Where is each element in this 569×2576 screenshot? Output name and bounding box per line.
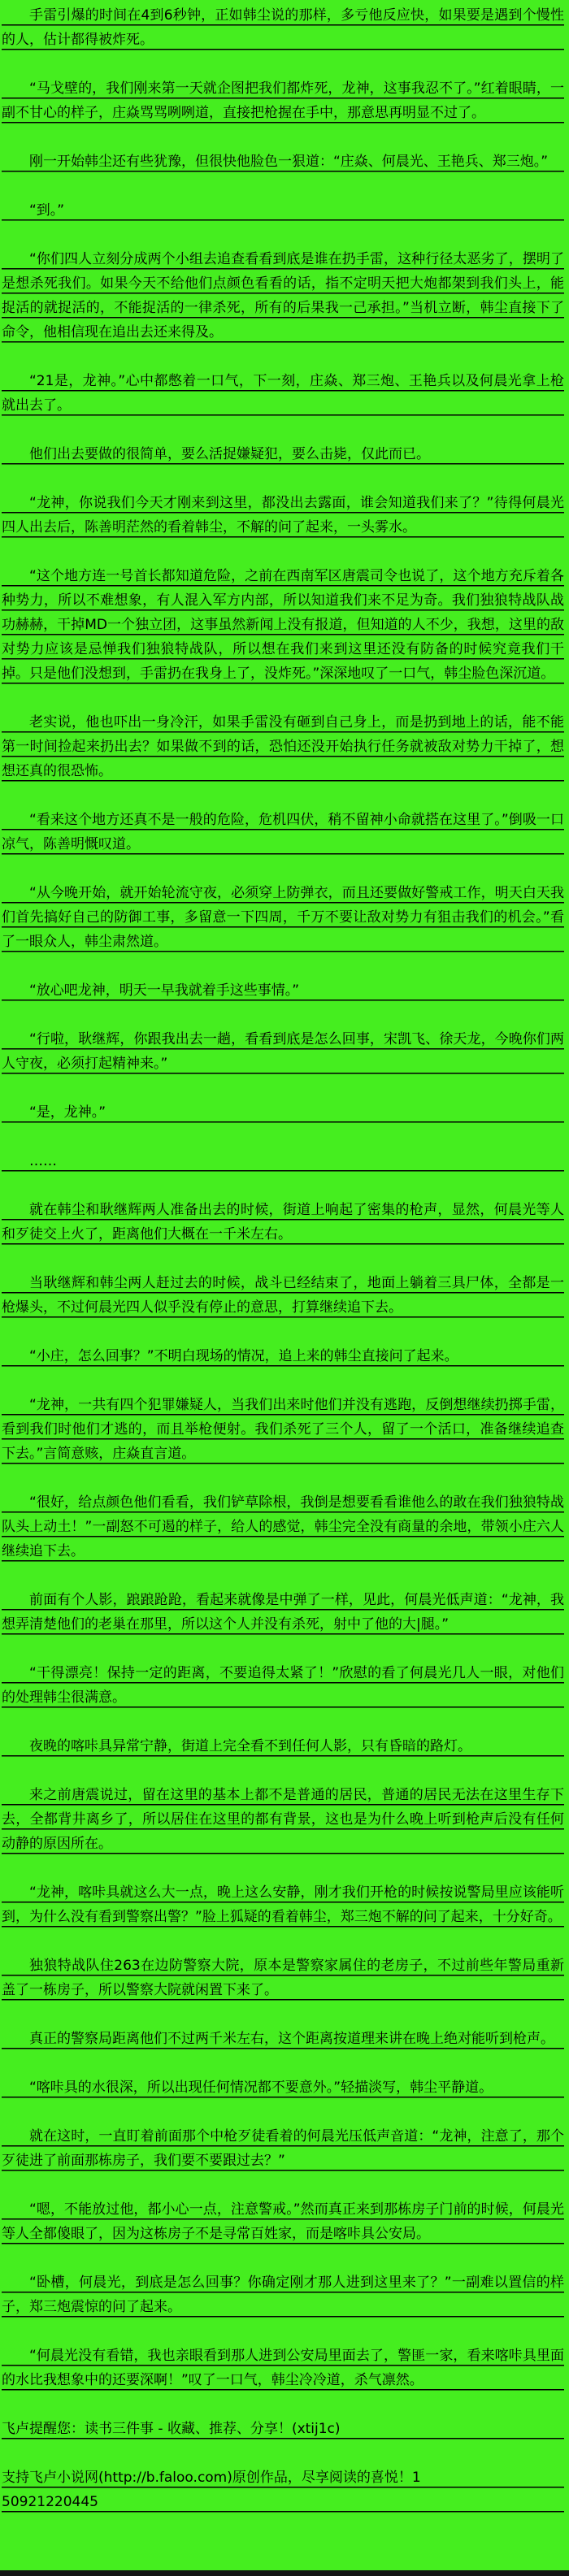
chapter-paragraph: “龙神，喀咔具就这么大一点，晚上这么安静，刚才我们开枪的时候按说警局里应该能听到，为什么没有看到警察出警？”脸上狐疑的看着韩尘，郑三炮不解的问了起来，十分好奇。 (2, 1880, 564, 1929)
faloo-support-text (2, 2465, 564, 2514)
chapter-paragraph: “何晨光没有看错，我也亲眼看到那人进到公安局里面去了，警匪一家，看来喀咔具里面的水比我想象中的还要深啊！”叹了一口气，韩尘冷冷道，杀气凛然。 (2, 2344, 564, 2392)
chapter-paragraph: 就在这时，一直盯着前面那个中枪歹徒看着的何晨光压低声音道：“龙神，注意了，那个歹徒进了前面那栋房子，我们要不要跟过去？” (2, 2124, 564, 2173)
chapter-paragraph: “喀咔具的水很深，所以出现任何情况都不要意外。”轻描淡写，韩尘平静道。 (2, 2075, 564, 2100)
chapter-paragraph: “嗯，不能放过他，都小心一点，注意警戒。”然而真正来到那栋房子门前的时候，何晨光等人全都傻眼了，因为这栋房子不是寻常百姓家，而是喀咔具公安局。 (2, 2197, 564, 2246)
faloo-support-line-2: 50921220445 (2, 2494, 98, 2510)
chapter-paragraph: “从今晚开始，就开始轮流守夜，必须穿上防弹衣，而且还要做好警戒工作，明天白天我们首先搞好自己的防御工事，多留意一下四周，千万不要让敌对势力有狙击我们的机会。”看了一眼众人，韩尘肃然道。 (2, 881, 564, 954)
chapter-paragraph: 独狼特战队住263在边防警察大院，原本是警察家属住的老房子，不过前些年警局重新盖了一栋房子，所以警察大院就闲置下来了。 (2, 1954, 564, 2002)
chapter-paragraph: “这个地方连一号首长都知道危险，之前在西南军区唐震司令也说了，这个地方充斥着各种势力，所以不难想象，有人混入军方内部，所以知道我们来不足为奇。我们独狼特战队战功赫赫，干掉MD一个独立团，这事虽然新闻上没有报道，但知道的人不少，我想，这里的敌对势力应该是忌惮我们独狼特战队，所以想在我们来到这里还没有防备的时候究竟我们干掉。只是他们没想到，手雷扔在我身上了，没炸死。”深深地叹了一口气，韩尘脸色深沉道。 (2, 564, 564, 686)
chapter-paragraph: “龙神，一共有四个犯罪嫌疑人，当我们出来时他们并没有逃跑，反倒想继续扔掷手雷，看到我们时他们才逃的，而且举枪便射。我们杀死了三个人，留了一个活口，准备继续追查下去。”言简意赅，庄焱直言道。 (2, 1393, 564, 1466)
chapter-paragraph: “马戈壁的，我们刚来第一天就企图把我们都炸死，龙神，这事我忍不了。”红着眼睛，一副不甘心的样子，庄焱骂骂咧咧道，直接把枪握在手中，那意思再明显不过了。 (2, 76, 564, 125)
faloo-reminder-text: 飞卢提醒您：读书三件事 - 收藏、推荐、分享！(xtij1c) (2, 2417, 564, 2441)
chapter-text (2, 3, 564, 2392)
chapter-paragraph: “龙神，你说我们今天才刚来到这里，都没出去露面，谁会知道我们来了？”待得何晨光四人出去后，陈善明茫然的看着韩尘，不解的问了起来，一头雾水。 (2, 491, 564, 540)
page-footer (2, 2417, 564, 2514)
chapter-paragraph: “卧槽，何晨光，到底是怎么回事？你确定刚才那人进到这里来了？”一副难以置信的样子，郑三炮震惊的问了起来。 (2, 2270, 564, 2319)
chapter-paragraph: 老实说，他也吓出一身冷汗，如果手雷没有砸到自己身上，而是扔到地上的话，能不能第一时间捡起来扔出去？如果做不到的话，恐怕还没开始执行任务就被敌对势力干掉了，想想还真的很恐怖。 (2, 710, 564, 783)
chapter-paragraph: 刚一开始韩尘还有些犹豫，但很快他脸色一狠道：“庄焱、何晨光、王艳兵、郑三炮。” (2, 150, 564, 174)
chapter-paragraph: “看来这个地方还真不是一般的危险，危机四伏，稍不留神小命就搭在这里了。”倒吸一口凉气，陈善明慨叹道。 (2, 808, 564, 856)
chapter-paragraph: 真正的警察局距离他们不过两千米左右，这个距离按道理来讲在晚上绝对能听到枪声。 (2, 2027, 564, 2051)
page-bottom-edge (0, 2570, 569, 2576)
chapter-paragraph: 手雷引爆的时间在4到6秒钟，正如韩尘说的那样，多亏他反应快，如果要是遇到个慢性的人，估计都得被炸死。 (2, 3, 564, 52)
chapter-paragraph: “21是，龙神。”心中都憋着一口气，下一刻，庄焱、郑三炮、王艳兵以及何晨光拿上枪就出去了。 (2, 369, 564, 418)
chapter-paragraph: “到。” (2, 198, 564, 223)
chapter-paragraph: 他们出去要做的很简单，要么活捉嫌疑犯，要么击毙，仅此而已。 (2, 442, 564, 466)
chapter-paragraph: 就在韩尘和耿继辉两人准备出去的时候，街道上响起了密集的枪声，显然，何晨光等人和歹徒交上火了，距离他们大概在一千米左右。 (2, 1198, 564, 1247)
chapter-paragraph: “放心吧龙神，明天一早我就着手这些事情。” (2, 978, 564, 1003)
chapter-paragraph: “干得漂亮！保持一定的距离，不要追得太紧了！”欣慰的看了何晨光几人一眼，对他们的处理韩尘很满意。 (2, 1661, 564, 1710)
chapter-paragraph: “是，龙神。” (2, 1100, 564, 1125)
chapter-paragraph: “你们四人立刻分成两个小组去追查看看到底是谁在扔手雷，这种行径太恶劣了，摆明了是想杀死我们。如果今天不给他们点颜色看看的话，指不定明天把大炮都架到我们头上，能捉活的就捉活的，不能捉活的一律杀死，所有的后果我一己承担。”当机立断，韩尘直接下了命令，他相信现在追出去还来得及。 (2, 247, 564, 345)
chapter-paragraph: 来之前唐震说过，留在这里的基本上都不是普通的居民，普通的居民无法在这里生存下去，全都背井离乡了，所以居住在这里的都有背景，这也是为什么晚上听到枪声后没有任何动静的原因所在。 (2, 1783, 564, 1856)
chapter-paragraph: “很好，给点颜色他们看看，我们铲草除根，我倒是想要看看谁他么的敢在我们独狼特战队头上动土！”一副怒不可遏的样子，给人的感觉，韩尘完全没有商量的余地，带领小庄六人继续追下去。 (2, 1490, 564, 1563)
chapter-paragraph: 当耿继辉和韩尘两人赶过去的时候，战斗已经结束了，地面上躺着三具尸体，全都是一枪爆头，不过何晨光四人似乎没有停止的意思，打算继续追下去。 (2, 1271, 564, 1320)
chapter-paragraph: “行啦，耿继辉，你跟我出去一趟，看看到底是怎么回事，宋凯飞、徐天龙，今晚你们两人守夜，必须打起精神来。” (2, 1027, 564, 1076)
chapter-paragraph: “小庄，怎么回事？”不明白现场的情况，追上来的韩尘直接问了起来。 (2, 1344, 564, 1368)
chapter-paragraph: …… (2, 1149, 564, 1173)
chapter-paragraph: 夜晚的喀咔具异常宁静，街道上完全看不到任何人影，只有昏暗的路灯。 (2, 1734, 564, 1759)
chapter-paragraph: 前面有个人影，踉踉跄跄，看起来就像是中弹了一样，见此，何晨光低声道：“龙神，我想弄清楚他们的老巢在那里，所以这个人并没有杀死，射中了他的大|腿。” (2, 1588, 564, 1637)
faloo-support-line-1: 支持飞卢小说网(http://b.faloo.com)原创作品，尽享阅读的喜悦！1 (2, 2470, 421, 2486)
